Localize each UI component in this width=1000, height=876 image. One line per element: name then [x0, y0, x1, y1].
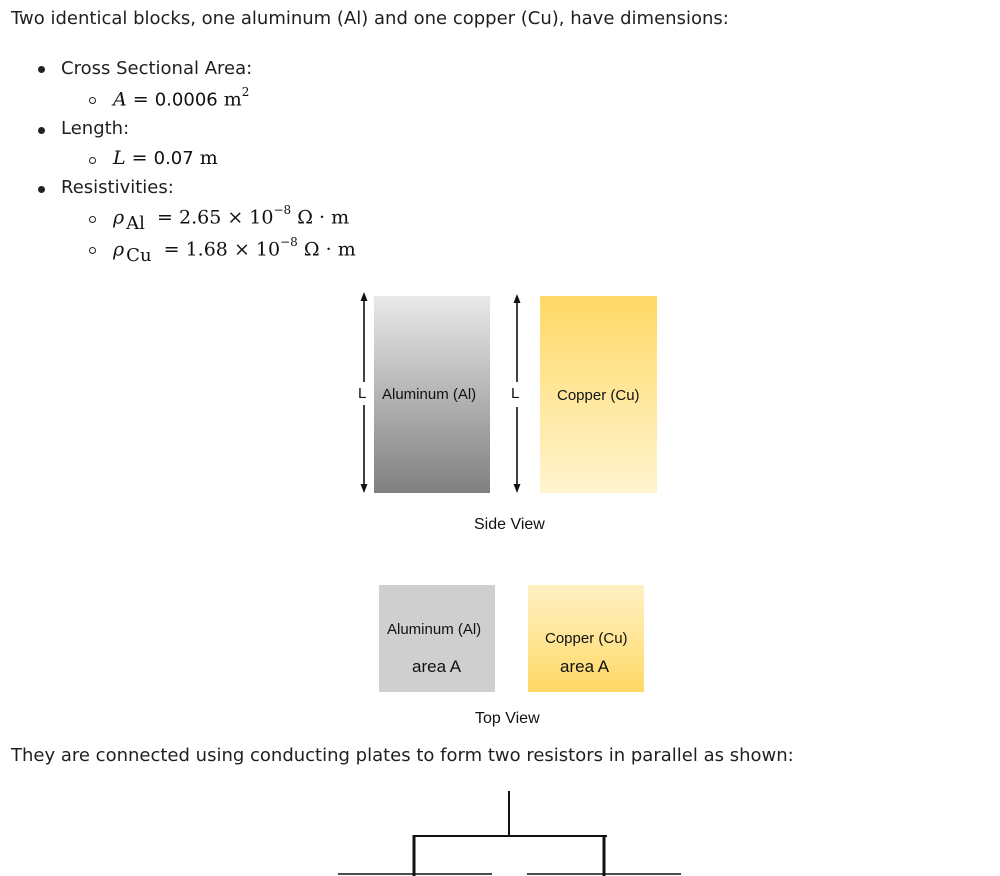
area-value: 0.0006 [154, 89, 218, 111]
length-symbol: L [113, 147, 126, 169]
outro-text: They are connected using conducting plates to form two resistors in parallel as shown: [11, 745, 794, 766]
cu-mantissa: 1.68 [185, 238, 228, 261]
length-label-mid: L [511, 385, 520, 402]
side-view-caption: Side View [474, 516, 545, 533]
copper-side-label: Copper (Cu) [557, 387, 640, 404]
rho-symbol: ρ [113, 238, 125, 261]
area-symbol: A [113, 88, 127, 111]
al-mantissa: 2.65 [178, 206, 222, 229]
area-equation: A = 0.0006 $m^2$ [113, 85, 250, 111]
cu-unit: Ω · m [303, 238, 356, 261]
cu-exponent: −8 [280, 235, 298, 249]
aluminum-area-label: area A [412, 657, 462, 676]
resistivities-heading: Resistivities: [61, 177, 174, 198]
length-unit: m [199, 147, 218, 169]
copper-top-label: Copper (Cu) [545, 630, 628, 647]
intro-text: Two identical blocks, one aluminum (Al) and one copper (Cu), have dimensions: [11, 8, 729, 29]
area-exponent: 2 [241, 85, 250, 99]
rho-cu-equation: ρ $Cu = 1.68 \times 10^{-8}$ Ω · m [113, 235, 356, 267]
al-unit: Ω · m [297, 206, 350, 229]
length-heading: Length: [61, 118, 130, 139]
copper-area-label: area A [560, 657, 610, 676]
aluminum-top-label: Aluminum (Al) [387, 621, 482, 638]
length-value: 0.07 [153, 148, 194, 169]
times-ten: × 10 [233, 238, 281, 261]
length-label-left: L [358, 385, 367, 402]
times-ten: × 10 [227, 206, 274, 229]
rho-symbol: ρ [113, 206, 125, 229]
top-view-caption: Top View [475, 710, 540, 727]
al-exponent: −8 [273, 203, 292, 217]
length-equation: L = 0.07 m [113, 147, 218, 169]
area-unit: m [223, 88, 242, 111]
aluminum-side-label: Aluminum (Al) [382, 386, 477, 403]
cu-subscript: Cu [126, 245, 152, 267]
area-heading: Cross Sectional Area: [61, 58, 253, 79]
al-subscript: Al [126, 213, 145, 235]
rho-al-equation: ρ $Al = 2.65 \times 10^{-8}$ Ω · m [113, 203, 350, 235]
